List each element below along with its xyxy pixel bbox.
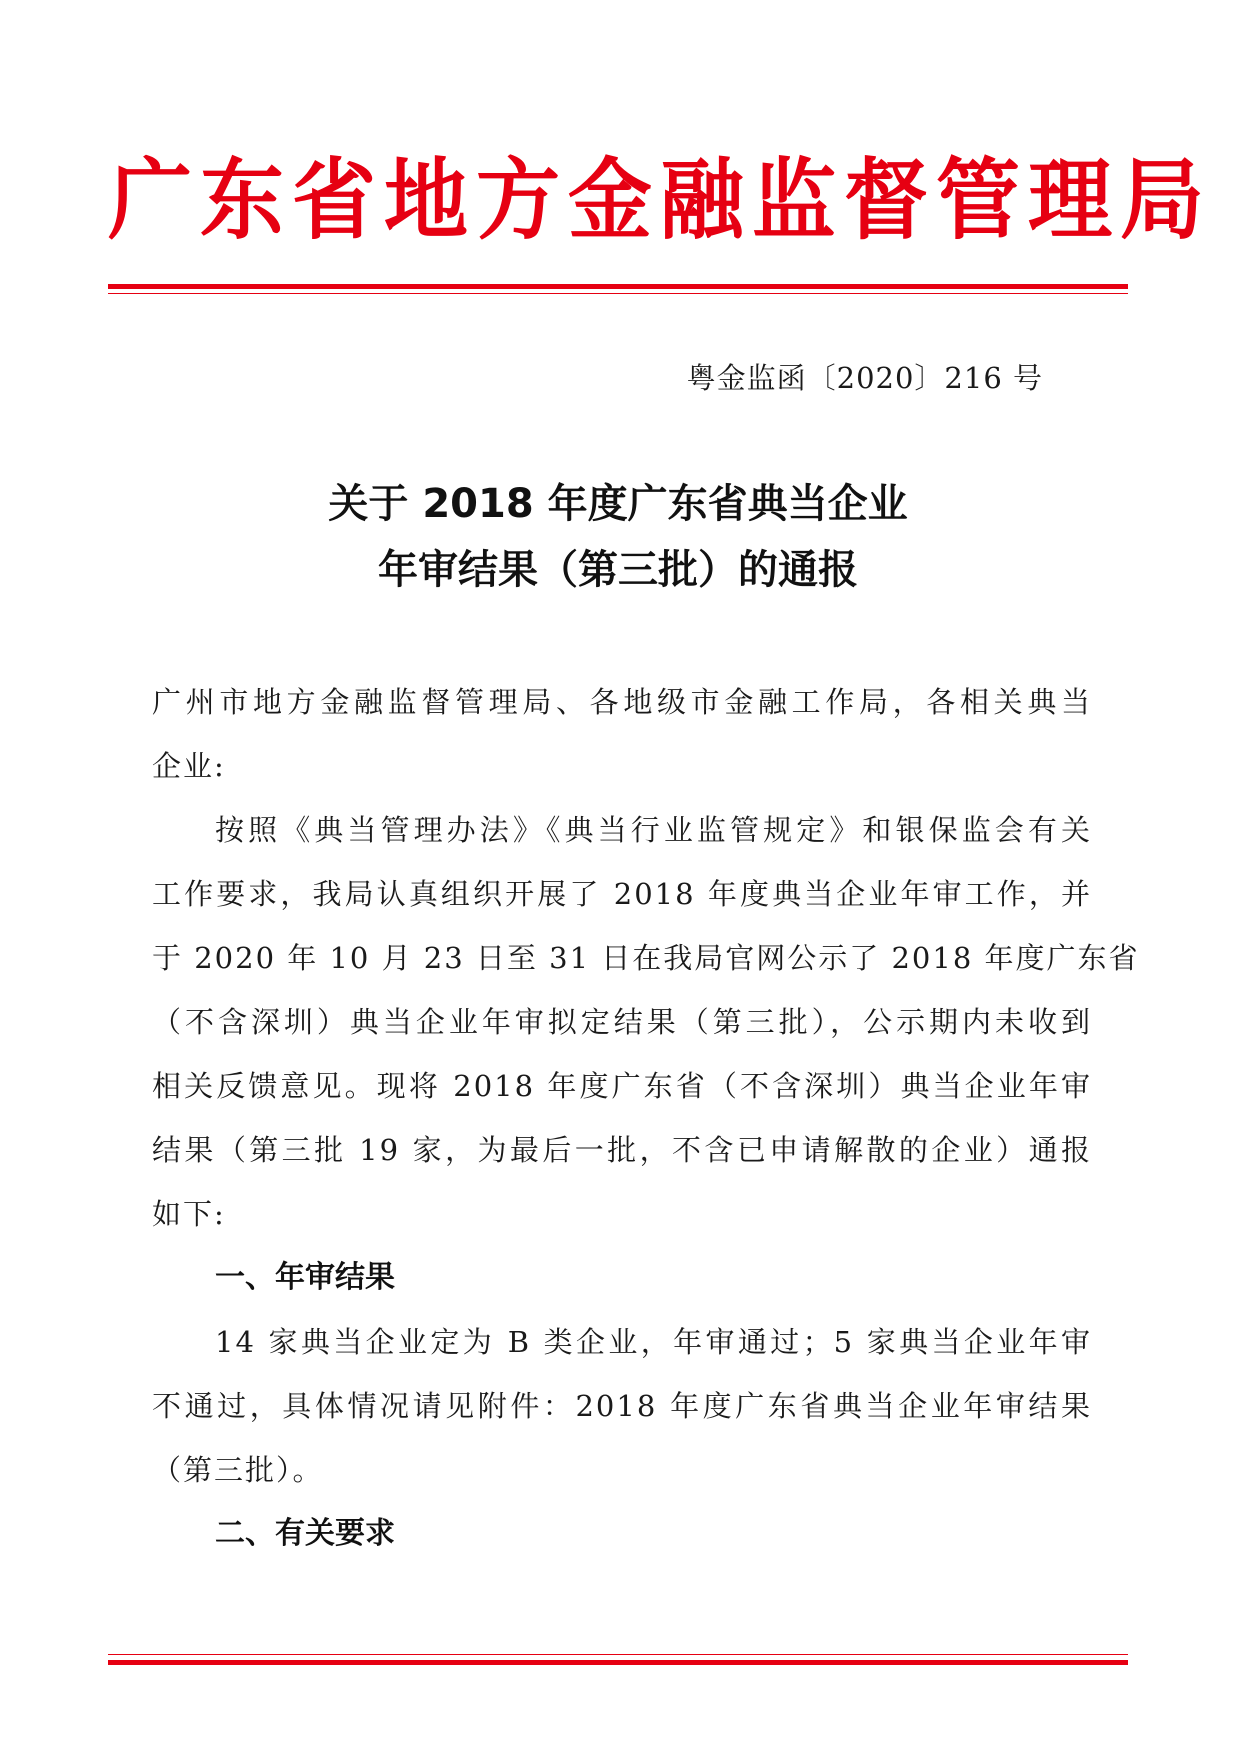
masthead-rule-thick bbox=[108, 284, 1128, 289]
paragraph-2-line-2: 不通过，具体情况请见附件：2018 年度广东省典当企业年审结果 bbox=[152, 1389, 1092, 1423]
paragraph-1-line-2: 工作要求，我局认真组织开展了 2018 年度典当企业年审工作，并 bbox=[152, 877, 1092, 911]
addressee-line-2: 企业: bbox=[152, 749, 226, 783]
footer-rule-thick bbox=[108, 1660, 1128, 1665]
paragraph-1-line-3: 于 2020 年 10 月 23 日至 31 日在我局官网公示了 2018 年度广东省 bbox=[152, 941, 1140, 975]
footer-rule-thin bbox=[108, 1654, 1128, 1655]
document-number: 粤金监函〔2020〕216 号 bbox=[686, 361, 1043, 395]
paragraph-2-line-1: 14 家典当企业定为 B 类企业，年审通过；5 家典当企业年审 bbox=[215, 1325, 1092, 1359]
paragraph-1-line-6: 结果（第三批 19 家，为最后一批，不含已申请解散的企业）通报 bbox=[152, 1133, 1092, 1167]
paragraph-1-line-4: （不含深圳）典当企业年审拟定结果（第三批），公示期内未收到 bbox=[152, 1005, 1092, 1039]
section-heading-1: 一、年审结果 bbox=[215, 1260, 395, 1295]
masthead-rule-thin bbox=[108, 293, 1128, 294]
paragraph-1-line-1: 按照《典当管理办法》《典当行业监管规定》和银保监会有关 bbox=[215, 813, 1092, 847]
paragraph-1-line-5: 相关反馈意见。现将 2018 年度广东省（不含深圳）典当企业年审 bbox=[152, 1069, 1092, 1103]
section-heading-2: 二、有关要求 bbox=[215, 1516, 395, 1551]
addressee-line-1: 广州市地方金融监督管理局、各地级市金融工作局，各相关典当 bbox=[152, 685, 1092, 719]
masthead-title: 广东省地方金融监督管理局 bbox=[108, 147, 1213, 252]
document-title-line-2: 年审结果（第三批）的通报 bbox=[378, 547, 858, 593]
paragraph-1-line-7: 如下: bbox=[152, 1197, 226, 1231]
paragraph-2-line-3: （第三批）。 bbox=[152, 1453, 324, 1487]
document-title-line-1: 关于 2018 年度广东省典当企业 bbox=[328, 481, 908, 527]
